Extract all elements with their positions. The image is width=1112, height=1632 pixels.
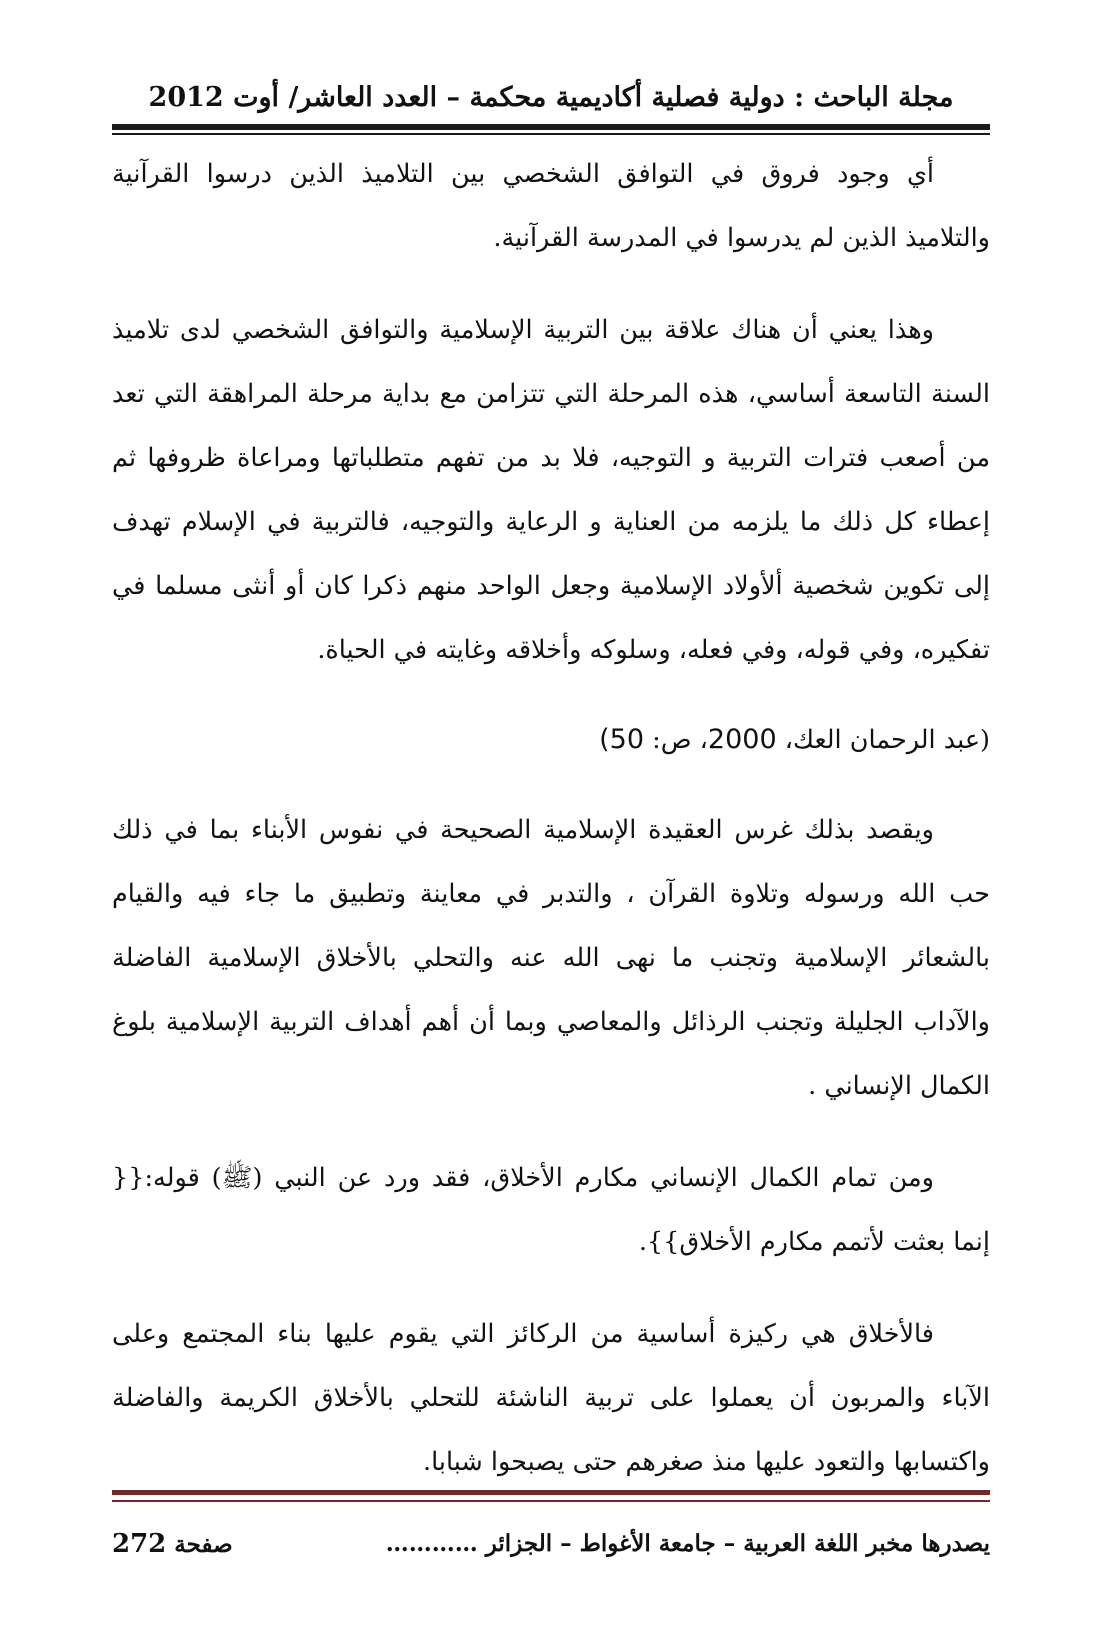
citation-separator: ، ص:	[644, 725, 708, 755]
paragraph-2-text: وهذا يعني أن هناك علاقة بين التربية الإسلامية والتوافق الشخصي لدى تلاميذ السنة التاسعة أساسي، هذه المرحلة التي تتزامن مع بداية مرحلة المراهقة التي تعد من أصعب فترات التربية و التوجيه، فلا بد من تفهم متطلباتها ومراعاة ظروفها ثم إعطاء كل ذلك ما يلزمه من العناية و الرعاية والتوجيه، فالتربية في الإسلام تهدف إلى تكوين شخصية ألأولاد الإسلامية وجعل الواحد منهم ذكرا كان أو أنثى مسلما في تفكيره، وفي قوله، وفي فعله، وسلوكه وأخلاقه وغايته في الحياة.	[112, 315, 990, 665]
citation-page: 50)	[599, 724, 645, 755]
citation	[112, 708, 990, 772]
footer-page-info	[112, 1522, 233, 1567]
paragraph-5-text: فالأخلاق هي ركيزة أساسية من الركائز التي يقوم عليها بناء المجتمع وعلى الآباء والمربون أن يعملوا على تربية الناشئة للتحلي بالأخلاق الكريمة والفاضلة واكتسابها والتعود عليها منذ صغرهم حتى يصبحوا شبابا.	[112, 1319, 990, 1477]
paragraph-4	[112, 1146, 990, 1274]
paragraph-spacer	[112, 682, 990, 708]
page-footer	[112, 1522, 990, 1566]
footer-publisher: يصدرها مخبر اللغة العربية – جامعة الأغواط – الجزائر …………	[385, 1530, 990, 1557]
paragraph-2	[112, 298, 990, 682]
paragraph-4-text: ومن تمام الكمال الإنساني مكارم الأخلاق، فقد ورد عن النبي (ﷺ) قوله:{{ إنما بعثت لأتمم مكارم الأخلاق}}.	[112, 1163, 990, 1257]
paragraph-1-text: أي وجود فروق في التوافق الشخصي بين التلاميذ الذين درسوا القرآنية والتلاميذ الذين لم يدرسوا في المدرسة القرآنية.	[112, 159, 990, 253]
paragraph-3	[112, 798, 990, 1118]
header-rule-thin	[112, 133, 990, 135]
citation-year: 2000	[707, 724, 777, 755]
paragraph-3-text: ويقصد بذلك غرس العقيدة الإسلامية الصحيحة في نفوس الأبناء بما في ذلك حب الله ورسوله وتلاوة القرآن ، والتدبر في معاينة وتطبيق ما جاء فيه والقيام بالشعائر الإسلامية وتجنب ما نهى الله عنه والتحلي بالأخلاق الإسلامية الفاضلة والآداب الجليلة وتجنب الرذائل والمعاصي وبما أن أهم أهداف التربية الإسلامية بلوغ الكمال الإنساني .	[112, 815, 990, 1101]
paragraph-5	[112, 1302, 990, 1494]
footer-rule	[112, 1490, 990, 1495]
citation-author: (عبد الرحمان العك،	[776, 725, 990, 755]
paragraph-spacer	[112, 772, 990, 798]
footer-page-number: 272	[112, 1529, 167, 1559]
paragraph-spacer	[112, 1118, 990, 1146]
page-body	[112, 142, 990, 1494]
footer-rule-thin	[112, 1500, 990, 1502]
journal-header-title: مجلة الباحث : دولية فصلية أكاديمية محكمة – العدد العاشر/ أوت 2012	[148, 82, 954, 113]
header-rule	[112, 124, 990, 130]
paragraph-spacer	[112, 1274, 990, 1302]
paragraph-spacer	[112, 270, 990, 298]
paragraph-1	[112, 142, 990, 270]
footer-page-label: صفحة	[174, 1531, 233, 1558]
